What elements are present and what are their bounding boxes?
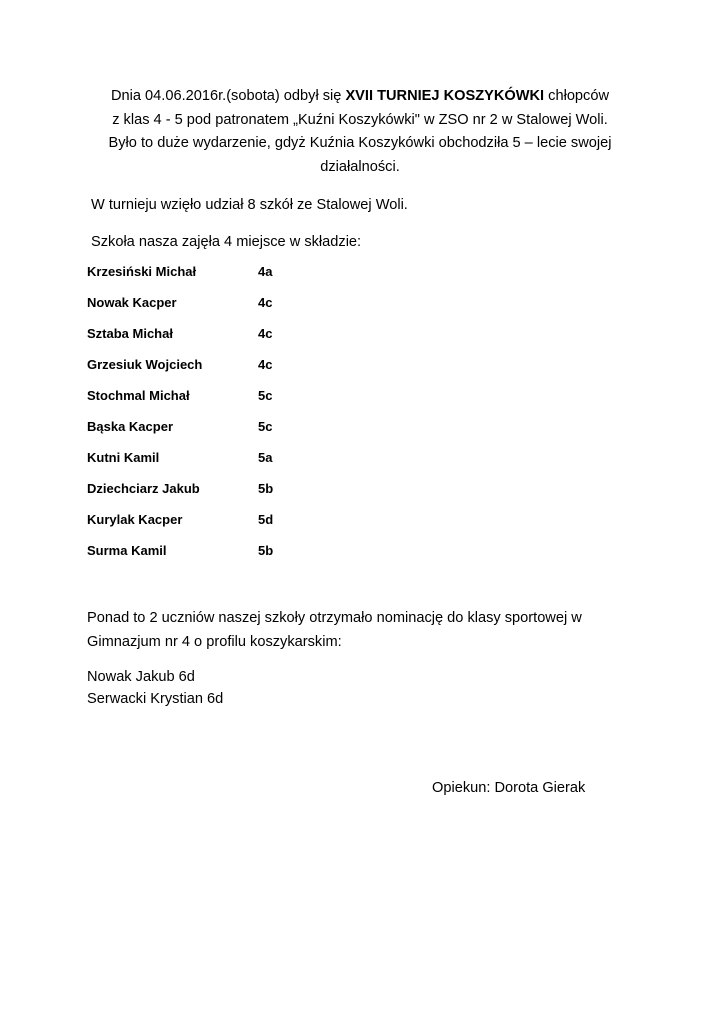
placement-text: Szkoła nasza zajęła 4 miejsce w składzie: — [91, 234, 362, 250]
nomination-line-1: Ponad to 2 uczniów naszej szkoły otrzymało nominację do klasy sportowej w — [87, 610, 582, 626]
player-class: 5a — [258, 450, 273, 465]
intro-line-2: z klas 4 - 5 pod patronatem „Kuźni Koszykówki" w ZSO nr 2 w Stalowej Woli. — [112, 111, 608, 128]
player-name: Kutni Kamil — [87, 450, 160, 465]
player-name: Stochmal Michał — [87, 388, 190, 403]
intro-line-3: Było to duże wydarzenie, gdyż Kuźnia Koszykówki obchodziła 5 – lecie swojej — [108, 135, 612, 151]
player-class: 5c — [258, 388, 273, 403]
player-class: 5c — [258, 419, 273, 434]
team-roster — [87, 264, 387, 574]
intro-line-1 — [80, 85, 640, 109]
roster-row — [87, 295, 387, 326]
player-class: 4c — [258, 326, 273, 341]
player-name: Nowak Kacper — [87, 295, 177, 310]
intro-line-1-end: chłopców — [544, 88, 610, 104]
player-name: Surma Kamil — [87, 543, 167, 558]
roster-row — [87, 543, 387, 574]
roster-row — [87, 357, 387, 388]
player-name: Kurylak Kacper — [87, 512, 183, 527]
player-class: 5b — [258, 543, 274, 558]
player-name: Dziechciarz Jakub — [87, 481, 200, 496]
nomination-line-2: Gimnazjum nr 4 o profilu koszykarskim: — [87, 634, 342, 650]
intro-paragraph — [80, 85, 640, 179]
nominee: Nowak Jakub 6d — [87, 669, 195, 685]
nominees-list — [87, 666, 223, 710]
nominee: Serwacki Krystian 6d — [87, 691, 224, 707]
tournament-name: XVII TURNIEJ KOSZYKÓWKI — [345, 88, 545, 104]
roster-row — [87, 512, 387, 543]
player-name: Grzesiuk Wojciech — [87, 357, 203, 372]
intro-line-4: działalności. — [320, 158, 400, 175]
player-name: Krzesiński Michał — [87, 264, 197, 279]
roster-row — [87, 326, 387, 357]
roster-row — [87, 419, 387, 450]
player-class: 5d — [258, 512, 274, 527]
player-class: 4a — [258, 264, 273, 279]
player-class: 5b — [258, 481, 274, 496]
roster-row — [87, 481, 387, 512]
participation-text: W turnieju wzięło udział 8 szkół ze Stalowej Woli. — [91, 197, 408, 213]
roster-row — [87, 264, 387, 295]
roster-row — [87, 388, 387, 419]
intro-line-1-start: Dnia 04.06.2016r.(sobota) odbył się — [110, 88, 346, 104]
player-class: 4c — [258, 357, 273, 372]
signature: Opiekun: Dorota Gierak — [432, 780, 586, 796]
player-class: 4c — [258, 295, 273, 310]
player-name: Sztaba Michał — [87, 326, 173, 341]
roster-row — [87, 450, 387, 481]
player-name: Bąska Kacper — [87, 419, 173, 434]
